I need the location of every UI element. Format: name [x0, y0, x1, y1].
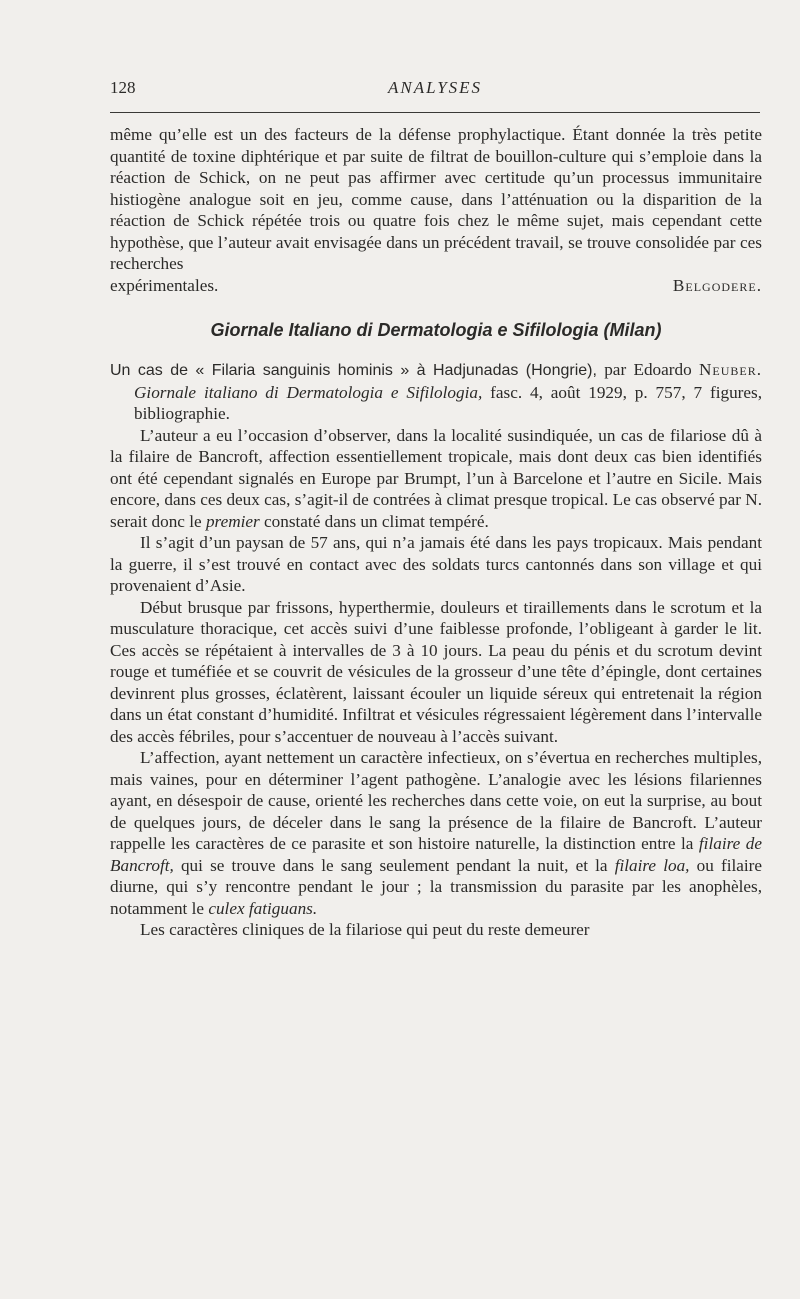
paragraph-3 — [110, 597, 762, 748]
article-ref-details: fasc. 4, août 1929, p. 757, 7 figures, bibliographie. — [134, 382, 762, 423]
header-rule — [110, 112, 760, 113]
article-journal-ref: Giornale italiano di Dermatologia e Sifilologia, — [134, 382, 483, 402]
article-author: Neuber. — [698, 360, 762, 379]
page-body — [110, 124, 762, 941]
paragraph-4-text-2: qui se trouve dans le sang seulement pendant la nuit, et la — [173, 855, 615, 875]
article-by: par Edoardo — [596, 360, 699, 379]
article-heading — [110, 359, 762, 425]
paragraph-1-text-end: constaté dans un climat tempéré. — [259, 511, 489, 531]
paragraph-4-emphasis-2: filaire loa, — [614, 855, 690, 875]
paragraph-2-text: Il s’agit d’un paysan de 57 ans, qui n’a jamais été dans les pays tropicaux. Mais pendant la guerre, il s’est trouvé en contact avec des soldats turcs cantonnés dans son village et qui provenaient d’Asie. — [110, 533, 762, 595]
continued-paragraph: même qu’elle est un des facteurs de la défense prophylactique. Étant donnée la très petite quantité de toxine diphtérique et par suite de filtrat de bouillon-culture qui s’emploie dans la réaction de Schick, on ne peut pas affirmer avec certitude qu’un processus immunitaire histiogène analogue soit en jeu, comme cause, dans l’atténuation ou la disparition de la réaction de Schick répétée trois ou quatre fois chez le même sujet, mais cependant cette hypothèse, que l’auteur avait envisagée dans un précédent travail, se trouve consolidée par ces recherches — [110, 125, 762, 273]
paragraph-1 — [110, 425, 762, 533]
continued-last-line: expérimentales. — [110, 275, 219, 295]
reviewer-signature: Belgodere. — [672, 275, 762, 295]
paragraph-5-text: Les caractères cliniques de la filariose qui peut du reste demeurer — [140, 920, 590, 939]
paragraph-5 — [110, 919, 762, 941]
paragraph-3-text: Début brusque par frissons, hyperthermie, douleurs et tiraillements dans le scrotum et la musculature thoracique, cet accès suivi d’une faiblesse profonde, l’obligeant à garder le lit. Ces accès se répétaient à intervalles de 3 à 10 jours. La peau du pénis et du scrotum devint rouge et tuméfiée et se couvrit de vésicules de la grosseur d’une tête d’épingle, dont certaines devinrent plus grosses, éclatèrent, laissant écouler un liquide séreux qui entretenait la région dans un état constant d’humidité. Infiltrat et vésicules régressaient légèrement dans l’intervalle des accès fébriles, pour s’accentuer de nouveau à l’accès suivant. — [110, 597, 762, 746]
paragraph-2 — [110, 532, 762, 597]
paragraph-4-text-3: ou filaire diurne, qui s’y rencontre pendant le jour ; la transmission du parasite par les anophèles, notamment le — [110, 855, 762, 918]
paragraph-1-text: L’auteur a eu l’occasion d’observer, dans la localité susindiquée, un cas de filariose dû à la filaire de Bancroft, affection essentiellement tropicale, mais dont deux cas bien identifiés ont été cependant signalés en Europe par Brumpt, l’un à Barcelone et l’autre en Sicile. Mais encore, dans ces deux cas, s’agit-il de contrées à climat presque tropical. Le cas observé par N. serait donc le — [110, 425, 762, 531]
paragraph-4-emphasis-1: filaire de Bancroft, — [110, 834, 762, 875]
page-number: 128 — [110, 78, 136, 97]
running-title: ANALYSES — [387, 78, 483, 97]
paragraph-1-emphasis: premier — [205, 511, 260, 531]
article-title: Un cas de « Filaria sanguinis hominis » à Hadjunadas (Hongrie), — [110, 362, 597, 379]
signature-line — [110, 275, 762, 297]
paragraph-4 — [110, 747, 762, 919]
journal-title: Giornale Italiano di Dermatologia e Sifilologia (Milan) — [210, 320, 662, 340]
page-header — [110, 78, 760, 102]
paragraph-4-text: L’affection, ayant nettement un caractère infectieux, on s’évertua en recherches multiples, mais vaines, pour en déterminer l’agent pathogène. L’analogie avec les lésions filariennes ayant, en désespoir de cause, orienté les recherches dans cette voie, on eut la surprise, au bout de quelques jours, de déceler dans le sang la présence de la filaire de Bancroft. L’auteur rappelle les caractères de ce parasite et son histoire naturelle, la distinction entre la — [110, 748, 762, 853]
paragraph-4-emphasis-3: culex fatiguans. — [208, 898, 318, 918]
